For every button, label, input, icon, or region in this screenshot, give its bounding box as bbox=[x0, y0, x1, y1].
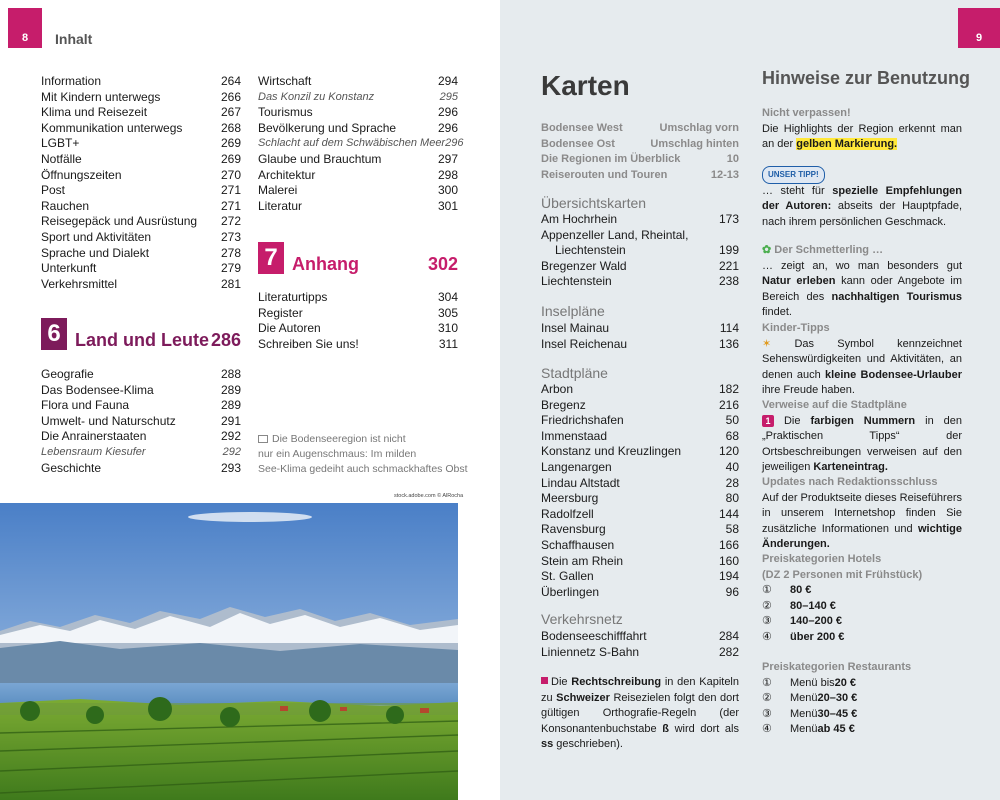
toc-entry bbox=[541, 491, 739, 507]
entry-page: 40 bbox=[725, 459, 739, 474]
butterfly-icon: ✿ bbox=[762, 244, 772, 256]
price-row: ③ 140–200 € bbox=[762, 615, 842, 628]
toc-entry bbox=[541, 585, 739, 601]
entry-title: Register bbox=[258, 305, 303, 320]
entry-page: 296 bbox=[445, 137, 464, 150]
entry-page: 311 bbox=[438, 336, 458, 351]
entry-title: Liniennetz S-Bahn bbox=[541, 644, 640, 659]
toc-entry bbox=[541, 429, 739, 445]
hint-updates: Updates nach Redaktionsschluss Auf der Produktseite dieses Reiseführers in unserem Internetshop finden Sie zusätzliche Informationen und wichtige Änderungen. bbox=[762, 476, 962, 551]
entry-title: Wirtschaft bbox=[258, 74, 312, 88]
entry-title: Insel Reichenau bbox=[541, 336, 628, 351]
entry-title: Insel Mainau bbox=[541, 321, 610, 335]
entry-page: 216 bbox=[718, 397, 739, 412]
entry-page: Umschlag hinten bbox=[650, 137, 739, 150]
entry-page: 288 bbox=[220, 367, 241, 381]
toc-entry bbox=[258, 136, 464, 152]
entry-page: 278 bbox=[220, 245, 241, 260]
entry-page: 298 bbox=[437, 167, 458, 182]
entry-page: 293 bbox=[220, 460, 241, 475]
toc-entry bbox=[41, 105, 241, 121]
price-row: ④ über 200 € bbox=[762, 630, 845, 643]
entry-title: Immenstaad bbox=[541, 428, 608, 443]
toc-entry bbox=[41, 246, 241, 262]
chapter-page: 286 bbox=[210, 330, 241, 350]
toc-entry bbox=[258, 121, 458, 137]
entry-title: Das Bodensee-Klima bbox=[41, 382, 154, 397]
toc-entry bbox=[258, 321, 458, 337]
entry-title: Klima und Reisezeit bbox=[41, 105, 148, 120]
price-row: ② Menü 20–30 € bbox=[762, 692, 858, 705]
entry-title: Meersburg bbox=[541, 491, 599, 506]
toc-entry bbox=[41, 168, 241, 184]
toc-column-1b bbox=[41, 367, 241, 476]
entry-page: 296 bbox=[437, 120, 458, 135]
entry-page: 292 bbox=[222, 445, 241, 458]
toc-entry bbox=[541, 121, 739, 137]
price-row: ① 80 € bbox=[762, 584, 812, 597]
chapter-number: 7 bbox=[258, 242, 284, 274]
toc-entry bbox=[541, 554, 739, 570]
verkehr-list bbox=[541, 629, 739, 660]
entry-page: 221 bbox=[718, 258, 739, 273]
entry-title: Flora und Fauna bbox=[41, 398, 130, 413]
entry-title: Bodensee West bbox=[541, 122, 623, 134]
photo-caption: Die Bodenseeregion ist nicht nur ein Augenschmaus: Im milden See-Klima gedeiht auch schmackhaftes Obst bbox=[258, 433, 468, 475]
landscape-illustration bbox=[0, 503, 458, 800]
bullet-square-icon bbox=[541, 677, 548, 684]
toc-entry bbox=[41, 367, 241, 383]
entry-page: 173 bbox=[718, 212, 739, 226]
entry-page: 310 bbox=[437, 321, 458, 336]
toc-entry bbox=[41, 199, 241, 215]
entry-page: 182 bbox=[718, 382, 739, 396]
toc-entry bbox=[541, 398, 739, 414]
entry-page: 50 bbox=[725, 413, 739, 428]
chapter-6-heading bbox=[41, 318, 241, 350]
hint-verweise: Verweise auf die Stadtpläne 1 Die farbigen Nummern in den „Praktischen Tipps“ der Ortsbeschreibungen verweisen auf den jeweiligen Karteneintrag. bbox=[762, 399, 963, 474]
entry-title: Bevölkerung und Sprache bbox=[258, 120, 397, 135]
toc-entry bbox=[541, 274, 739, 290]
toc-entry bbox=[41, 121, 241, 137]
hint-schmetterling: ✿ Der Schmetterling … … zeigt an, wo man besonders gut Natur erleben kann oder Angebote im Bereich des nachhaltigen Tourismus findet. bbox=[762, 244, 962, 319]
page-number-right: 9 bbox=[958, 8, 1000, 48]
entry-page: 300 bbox=[437, 183, 458, 198]
toc-entry bbox=[541, 645, 739, 661]
entry-title: Radolfzell bbox=[541, 506, 594, 521]
entry-title: Glaube und Brauchtum bbox=[258, 151, 382, 166]
toc-entry bbox=[41, 277, 241, 293]
entry-title: Am Hochrhein bbox=[541, 212, 618, 226]
entry-title: Kommunikation unterwegs bbox=[41, 120, 183, 135]
entry-page: 271 bbox=[220, 183, 241, 198]
entry-page: 160 bbox=[718, 553, 739, 568]
toc-entry bbox=[41, 414, 241, 430]
toc-entry bbox=[541, 629, 739, 645]
toc-entry bbox=[41, 398, 241, 414]
entry-page: 58 bbox=[725, 522, 739, 537]
toc-entry bbox=[258, 290, 458, 306]
toc-entry bbox=[541, 259, 739, 275]
hint-nicht-verpassen: Nicht verpassen! Die Highlights der Region erkennt man an der gelben Markierung. bbox=[762, 107, 962, 151]
toc-entry bbox=[41, 214, 241, 230]
entry-title: St. Gallen bbox=[541, 569, 594, 584]
karten-title: Karten bbox=[541, 70, 630, 101]
entry-page: 68 bbox=[725, 428, 739, 443]
entry-title: Lindau Altstadt bbox=[541, 475, 620, 490]
entry-page: 292 bbox=[220, 429, 241, 444]
entry-title: Friedrichshafen bbox=[541, 413, 624, 428]
toc-entry bbox=[541, 168, 739, 184]
karten-main-list bbox=[541, 121, 739, 183]
entry-page: 281 bbox=[220, 276, 241, 291]
entry-title: Appenzeller Land, Rheintal, bbox=[541, 227, 689, 242]
toc-entry bbox=[541, 152, 739, 168]
toc-entry bbox=[541, 522, 739, 538]
entry-page: 269 bbox=[220, 151, 241, 166]
toc-entry bbox=[258, 74, 458, 90]
price-hotels: Preiskategorien Hotels (DZ 2 Personen mit Frühstück) ① 80 € ② 80–140 € ③ 140–200 € ④ über 200 € bbox=[762, 552, 962, 646]
toc-entry bbox=[541, 507, 739, 523]
landscape-photo bbox=[0, 503, 458, 800]
toc-entry bbox=[258, 183, 458, 199]
toc-entry bbox=[541, 382, 739, 398]
running-head: Inhalt bbox=[55, 31, 93, 47]
price-row: ④ Menü ab 45 € bbox=[762, 723, 855, 736]
toc-entry bbox=[41, 152, 241, 168]
entry-page: 289 bbox=[220, 382, 241, 397]
entry-page: 304 bbox=[437, 290, 458, 304]
toc-entry bbox=[41, 74, 241, 90]
insel-list bbox=[541, 321, 739, 352]
entry-page: 284 bbox=[718, 629, 739, 643]
entry-title: Die Regionen im Überblick bbox=[541, 153, 681, 166]
chapter-title: Anhang bbox=[292, 254, 359, 274]
entry-page: 96 bbox=[725, 584, 739, 599]
entry-page: Umschlag vorn bbox=[659, 122, 739, 134]
entry-title: Die Autoren bbox=[258, 321, 321, 336]
unser-tipp-stamp-icon: UNSER TIPP! bbox=[762, 166, 825, 184]
price-row: ③ Menü 30–45 € bbox=[762, 707, 858, 720]
entry-page: 272 bbox=[220, 214, 241, 229]
entry-page: 114 bbox=[719, 321, 739, 335]
toc-entry bbox=[41, 261, 241, 277]
entry-title: Öffnungszeiten bbox=[41, 167, 122, 182]
entry-title: Stein am Rhein bbox=[541, 553, 624, 568]
entry-page: 289 bbox=[220, 398, 241, 413]
toc-entry bbox=[258, 306, 458, 322]
price-row: ② 80–140 € bbox=[762, 599, 836, 612]
entry-page: 270 bbox=[220, 167, 241, 182]
entry-page: 267 bbox=[220, 105, 241, 120]
child-icon: ✶ bbox=[762, 337, 772, 350]
entry-title: Schaffhausen bbox=[541, 537, 615, 552]
page-number-left: 8 bbox=[8, 8, 42, 48]
entry-title: Literatur bbox=[258, 198, 303, 213]
toc-column-1 bbox=[41, 74, 241, 292]
entry-page: 194 bbox=[718, 569, 739, 584]
entry-title: Sport und Aktivitäten bbox=[41, 229, 152, 244]
entry-page: 296 bbox=[437, 105, 458, 120]
toc-entry bbox=[41, 445, 241, 461]
entry-page: 80 bbox=[725, 491, 739, 506]
entry-page: 291 bbox=[220, 413, 241, 428]
entry-page: 28 bbox=[725, 475, 739, 490]
toc-entry bbox=[41, 183, 241, 199]
map-number-badge: 1 bbox=[762, 415, 774, 427]
photo-credit: stock.adobe.com © AlRocha bbox=[394, 493, 464, 499]
entry-title: Liechtenstein bbox=[541, 274, 612, 289]
price-restaurants: Preiskategorien Restaurants ① Menü bis 20 € ② Menü 20–30 € ③ Menü 30–45 € ④ Menü ab 45 € bbox=[762, 660, 962, 738]
section-heading-stadt: Stadtpläne bbox=[541, 365, 608, 381]
toc-entry bbox=[258, 337, 458, 353]
entry-title: Langenargen bbox=[541, 459, 612, 474]
entry-page: 294 bbox=[437, 74, 458, 88]
entry-page: 264 bbox=[220, 74, 241, 88]
entry-page: 120 bbox=[718, 444, 739, 459]
uebersicht-list bbox=[541, 212, 739, 290]
entry-title: Das Konzil zu Konstanz bbox=[258, 90, 375, 103]
entry-title: Malerei bbox=[258, 183, 298, 198]
entry-page: 266 bbox=[220, 89, 241, 104]
entry-page: 144 bbox=[718, 506, 739, 521]
entry-title: Reiserouten und Touren bbox=[541, 168, 668, 181]
entry-title: Die Anrainerstaaten bbox=[41, 429, 147, 444]
toc-entry bbox=[258, 168, 458, 184]
toc-entry bbox=[541, 337, 739, 353]
entry-title: Lebensraum Kiesufer bbox=[41, 445, 146, 458]
entry-title: Bregenz bbox=[541, 397, 586, 412]
entry-title: Umwelt- und Naturschutz bbox=[41, 413, 176, 428]
toc-entry bbox=[541, 243, 739, 259]
entry-page: 12-13 bbox=[710, 168, 739, 181]
entry-title: Tourismus bbox=[258, 105, 313, 120]
entry-title: Geografie bbox=[41, 367, 94, 381]
entry-title: Liechtenstein bbox=[555, 243, 626, 258]
entry-page: 295 bbox=[439, 90, 458, 103]
chapter-page: 302 bbox=[427, 254, 458, 274]
chapter-7-heading bbox=[258, 242, 458, 274]
entry-title: Konstanz und Kreuzlingen bbox=[541, 444, 682, 459]
toc-entry bbox=[541, 444, 739, 460]
entry-title: Mit Kindern unterwegs bbox=[41, 89, 161, 104]
entry-page: 199 bbox=[718, 243, 739, 258]
toc-entry bbox=[41, 461, 241, 477]
toc-entry bbox=[541, 476, 739, 492]
entry-page: 136 bbox=[718, 336, 739, 351]
toc-entry bbox=[41, 230, 241, 246]
toc-entry bbox=[41, 383, 241, 399]
entry-title: Geschichte bbox=[41, 460, 102, 475]
rechtschreibung-note: Die Rechtschreibung in den Kapiteln zu Schweizer Reisezielen folgt den dort gültigen Orthografie-Regeln (der Konsonantenbuchstabe ß wird dort als ss geschrieben). bbox=[541, 676, 739, 751]
entry-title: Reisegepäck und Ausrüstung bbox=[41, 214, 198, 229]
entry-title: Arbon bbox=[541, 382, 574, 396]
toc-column-2 bbox=[258, 74, 464, 214]
toc-entry bbox=[41, 136, 241, 152]
toc-entry bbox=[258, 199, 458, 215]
hinweise-title: Hinweise zur Benutzung bbox=[762, 68, 971, 88]
toc-entry bbox=[541, 538, 739, 554]
chapter-number: 6 bbox=[41, 318, 67, 350]
section-heading-verkehr: Verkehrsnetz bbox=[541, 611, 623, 627]
entry-title: Schreiben Sie uns! bbox=[258, 336, 359, 351]
chapter-title: Land und Leute bbox=[75, 330, 209, 350]
entry-title: Sprache und Dialekt bbox=[41, 245, 150, 260]
entry-title: Notfälle bbox=[41, 151, 82, 166]
entry-page: 297 bbox=[437, 151, 458, 166]
entry-page: 273 bbox=[220, 229, 241, 244]
toc-entry bbox=[541, 137, 739, 153]
entry-title: Literaturtipps bbox=[258, 290, 328, 304]
toc-entry bbox=[541, 413, 739, 429]
section-heading-uebersicht: Übersichtskarten bbox=[541, 195, 647, 211]
entry-page: 279 bbox=[220, 261, 241, 276]
entry-title: Post bbox=[41, 183, 66, 198]
hint-unser-tipp: UNSER TIPP! … steht für spezielle Empfehlungen der Autoren: abseits der Hauptpfade, nach ihrem persönlichen Geschmack. bbox=[762, 166, 962, 230]
toc-entry bbox=[541, 212, 739, 228]
hint-kinder-tipps: Kinder-Tipps ✶ Das Symbol kennzeichnet Sehenswürdigkeiten und Aktivitäten, an denen auch kleine Bodensee-Urlauber ihre Freude haben. bbox=[762, 322, 962, 397]
entry-title: Information bbox=[41, 74, 102, 88]
entry-title: Unterkunft bbox=[41, 261, 97, 276]
entry-title: Bodensee Ost bbox=[541, 137, 615, 150]
entry-page: 301 bbox=[437, 198, 458, 213]
toc-entry bbox=[258, 105, 458, 121]
entry-title: Ravensburg bbox=[541, 522, 606, 537]
toc-entry bbox=[41, 429, 241, 445]
entry-title: Überlingen bbox=[541, 584, 600, 599]
stadt-list bbox=[541, 382, 739, 600]
entry-page: 305 bbox=[437, 305, 458, 320]
entry-page: 268 bbox=[220, 120, 241, 135]
entry-page: 271 bbox=[220, 198, 241, 213]
toc-entry bbox=[541, 460, 739, 476]
toc-entry bbox=[541, 321, 739, 337]
toc-column-2b bbox=[258, 290, 458, 352]
entry-title: Bodenseeschifffahrt bbox=[541, 629, 647, 643]
section-heading-insel: Inselpläne bbox=[541, 303, 605, 319]
entry-page: 10 bbox=[726, 153, 739, 166]
entry-title: Rauchen bbox=[41, 198, 90, 213]
entry-title: Schlacht auf dem Schwäbischen Meer bbox=[258, 137, 446, 150]
entry-title: Architektur bbox=[258, 167, 316, 182]
toc-entry bbox=[258, 152, 458, 168]
entry-page: 269 bbox=[220, 136, 241, 151]
entry-page: 238 bbox=[718, 274, 739, 289]
entry-title: Verkehrsmittel bbox=[41, 276, 118, 291]
entry-title: LGBT+ bbox=[41, 136, 80, 151]
toc-entry bbox=[41, 90, 241, 106]
caption-icon bbox=[258, 435, 268, 443]
toc-entry bbox=[541, 569, 739, 585]
price-row: ① Menü bis 20 € bbox=[762, 676, 857, 689]
entry-title: Bregenzer Wald bbox=[541, 258, 627, 273]
entry-page: 282 bbox=[718, 644, 739, 659]
toc-entry bbox=[258, 90, 458, 106]
entry-page: 166 bbox=[718, 537, 739, 552]
toc-entry bbox=[541, 228, 739, 244]
